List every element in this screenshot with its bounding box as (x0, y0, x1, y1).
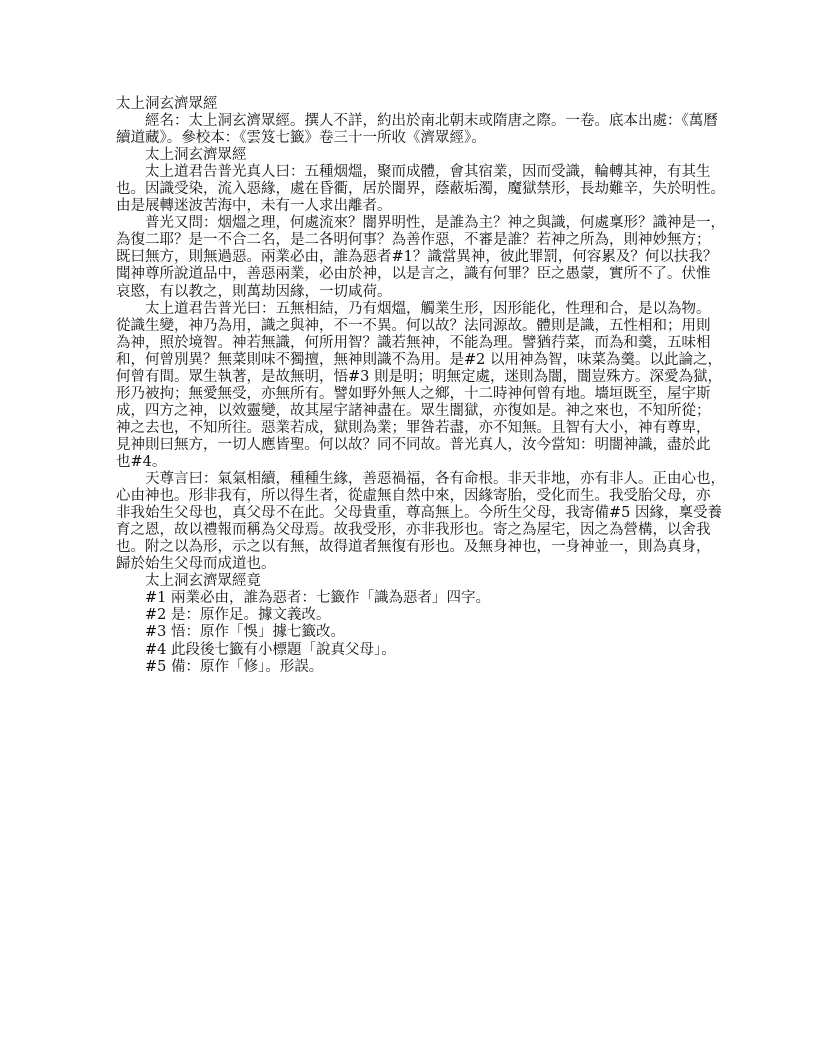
paragraph (116, 215, 725, 300)
paragraph-line: 神之去也，不知所往。惡業若成，獄則為業；罪咎若盡，亦不知無。且智有大小，神有尊卑， (116, 419, 711, 436)
closing-title: 太上洞玄濟眾經竟 (145, 573, 261, 590)
paragraph-line: 從識生變，神乃為用，識之與神，不一不異。何以故？法同源故。體則是識，五性相和；用則 (116, 317, 711, 334)
paragraph-line: 形乃被拘；無愛無受，亦無所有。譬如野外無人之鄉，十二時神何曾有地。墻垣既至，屋宇斯 (116, 385, 711, 402)
paragraph-line: 心由神也。形非我有，所以得生者，從虛無自然中來，因緣寄胎，受化而生。我受胎父母，亦 (116, 488, 711, 505)
footnote: #3 悟：原作「悞」據七籤改。 (145, 624, 345, 641)
footnote: #1 兩業必由，誰為惡者：七籤作「識為惡者」四字。 (145, 590, 490, 607)
paragraph-line: 見神則曰無方，一切人應皆聖。何以故？同不同故。普光真人，汝今當知：明闇神識，盡於此 (116, 436, 711, 453)
paragraph-line: 天尊言曰：氣氣相續，種種生緣，善惡禍福，各有命根。非天非地，亦有非人。正由心也， (145, 471, 725, 488)
paragraph-line: 既曰無方，則無過惡。兩業必由，誰為惡者#1？識當異神，彼此罪罰，何容累及？何以扶我？ (116, 249, 718, 266)
paragraph-line: 育之恩，故以禮報而稱為父母焉。故我受形，亦非我形也。寄之為屋宅，因之為營構，以舍我 (116, 522, 711, 539)
intro-line: 經名：太上洞玄濟眾經。撰人不詳，約出於南北朝末或隋唐之際。一卷。底本出處：《萬曆 (145, 113, 718, 130)
paragraph (116, 471, 725, 573)
paragraph-line: 非我始生父母也，真父母不在此。父母貴重，尊高無上。今所生父母，我寄備#5 因緣，稟受養 (116, 505, 722, 522)
paragraph-line: 成，四方之神，以效靈變，故其屋宇諸神盡在。眾生闇獄，亦復如是。神之來也，不知所從； (116, 402, 711, 419)
paragraph-line: 何曾有間。眾生執著，是故無明，悟#3 則是明；明無定處，迷則為闇，闇豈殊方。深愛為獄， (116, 368, 722, 385)
paragraph-line: 也#4。 (116, 453, 167, 470)
footnote: #2 是：原作足。據文義改。 (145, 607, 331, 624)
paragraph-line: 也。附之以為形，示之以有無，故得道者無復有形也。及無身神也，一身神並一，則為真身， (116, 539, 711, 556)
paragraph-line: 為神，照於境智。神若無識，何所用智？識若無神，不能為理。譬猶荇菜，而為和羹，五味相 (116, 334, 711, 351)
paragraph-line: 哀愍，有以教之，則萬劫因緣，一切咸荷。 (116, 283, 392, 300)
paragraph-line: 太上道君告普光真人曰：五種烟熅，聚而成體，會其宿業，因而受識，輪轉其神，有其生 (145, 164, 711, 181)
paragraph-line: 由是展轉迷波苦海中，未有一人求出離者。 (116, 198, 392, 215)
footnote: #4 此段後七籤有小標題「說真父母」。 (145, 641, 396, 658)
footnote: #5 備：原作「修」。形誤。 (145, 658, 324, 675)
paragraph-line: 也。因識受染，流入惡緣，處在昏衢，居於闇界，蔭蔽垢濁，魔獄禁形，長劫難辛，失於明性。 (116, 181, 725, 198)
paragraph-line: 聞神尊所說道品中，善惡兩業，必由於神，以是言之，識有何罪？臣之愚蒙，實所不了。伏惟 (116, 266, 711, 283)
paragraph-line: 歸於始生父母而成道也。 (116, 556, 276, 573)
footnotes (116, 590, 706, 675)
scripture-heading: 太上洞玄濟眾經 (145, 147, 247, 164)
paragraph (116, 164, 725, 215)
paragraph (116, 300, 722, 471)
paragraph-line: 為復二耶？是一不合二名，是二各明何事？為善作惡，不審是誰？若神之所為，則神妙無方； (116, 232, 711, 249)
paragraph-line: 普光又問：烟熅之理，何處流來？闇界明性，是誰為主？神之與識，何處稟形？識神是一， (145, 215, 725, 232)
paragraph-line: 太上道君告普光曰：五無相結，乃有烟熅，觸業生形，因形能化，性理和合，是以為物。 (145, 300, 711, 317)
intro-line: 續道藏》。參校本：《雲笈七籤》卷三十一所收《濟眾經》。 (116, 130, 486, 147)
document-title: 太上洞玄濟眾經 (116, 96, 218, 112)
document-page (116, 96, 725, 676)
paragraph-line: 和，何曾別異？無菜則味不獨擅，無神則識不為用。是#2 以用神為智，味菜為羹。以此論之， (116, 351, 722, 368)
